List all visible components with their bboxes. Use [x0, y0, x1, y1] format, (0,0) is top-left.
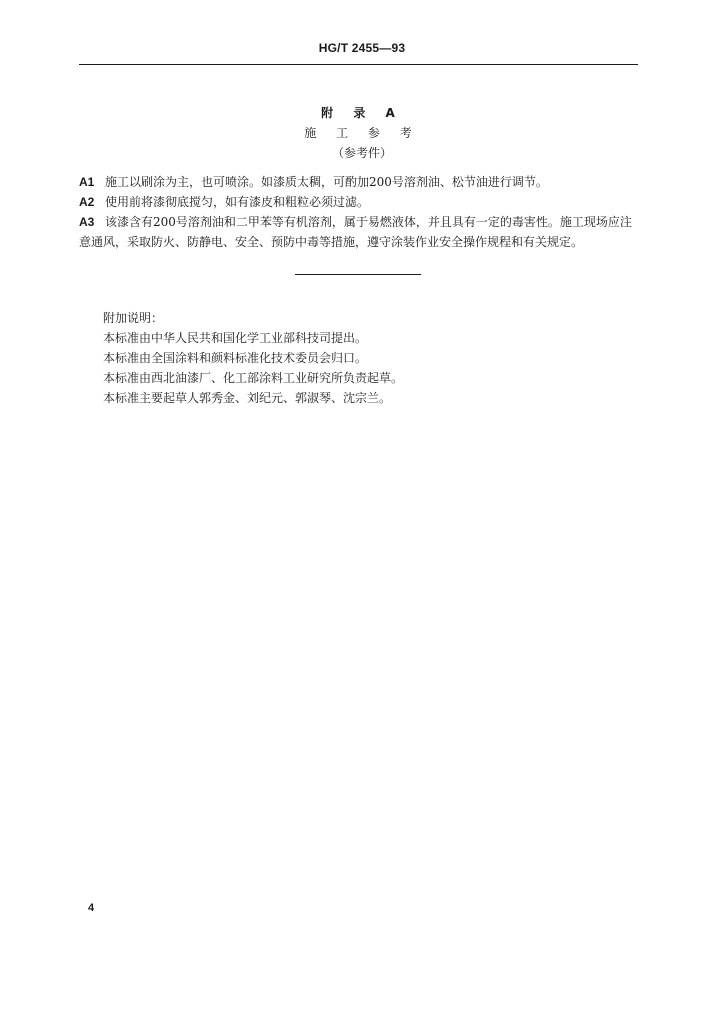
clause-a1: [79, 172, 638, 192]
clause-number: A3: [79, 215, 95, 229]
notes-line: 本标准由西北油漆厂、化工部涂料工业研究所负责起草。: [103, 371, 404, 385]
appendix-title: 附 录 A: [321, 106, 403, 120]
clause-a2: [79, 192, 638, 212]
appendix-note: （参考件）: [331, 146, 392, 160]
clause-a3: [79, 212, 638, 252]
clause-text: 施工以刷涂为主，也可喷涂。如漆质太稠，可酌加200号溶剂油、松节油进行调节。: [105, 175, 548, 189]
header-rule: [79, 64, 638, 65]
notes-line: 本标准由全国涂料和颜料标准化技术委员会归口。: [103, 351, 368, 365]
notes-heading: 附加说明：: [103, 311, 164, 325]
clause-text: 该漆含有200号溶剂油和二甲苯等有机溶剂，属于易燃液体，并且具有一定的毒害性。施工现场应注意通风，采取防火、防静电、安全、预防中毒等措施，遵守涂装作业安全操作规程和有关规定。: [79, 215, 632, 249]
clause-text: 使用前将漆彻底搅匀，如有漆皮和粗粒必须过滤。: [105, 195, 370, 209]
notes-line: 本标准由中华人民共和国化学工业部科技司提出。: [103, 331, 368, 345]
standard-code: HG/T 2455—93: [318, 41, 406, 55]
page-number: 4: [88, 902, 95, 914]
appendix-subtitle: 施 工 参 考: [304, 126, 420, 140]
appendix-heading: [0, 103, 724, 163]
section-divider: [295, 274, 421, 275]
clause-number: A2: [79, 195, 95, 209]
additional-notes: [103, 308, 623, 408]
notes-line: 本标准主要起草人郭秀金、刘纪元、郭淑琴、沈宗兰。: [103, 391, 392, 405]
clause-number: A1: [79, 175, 95, 189]
clause-list: [79, 172, 638, 252]
